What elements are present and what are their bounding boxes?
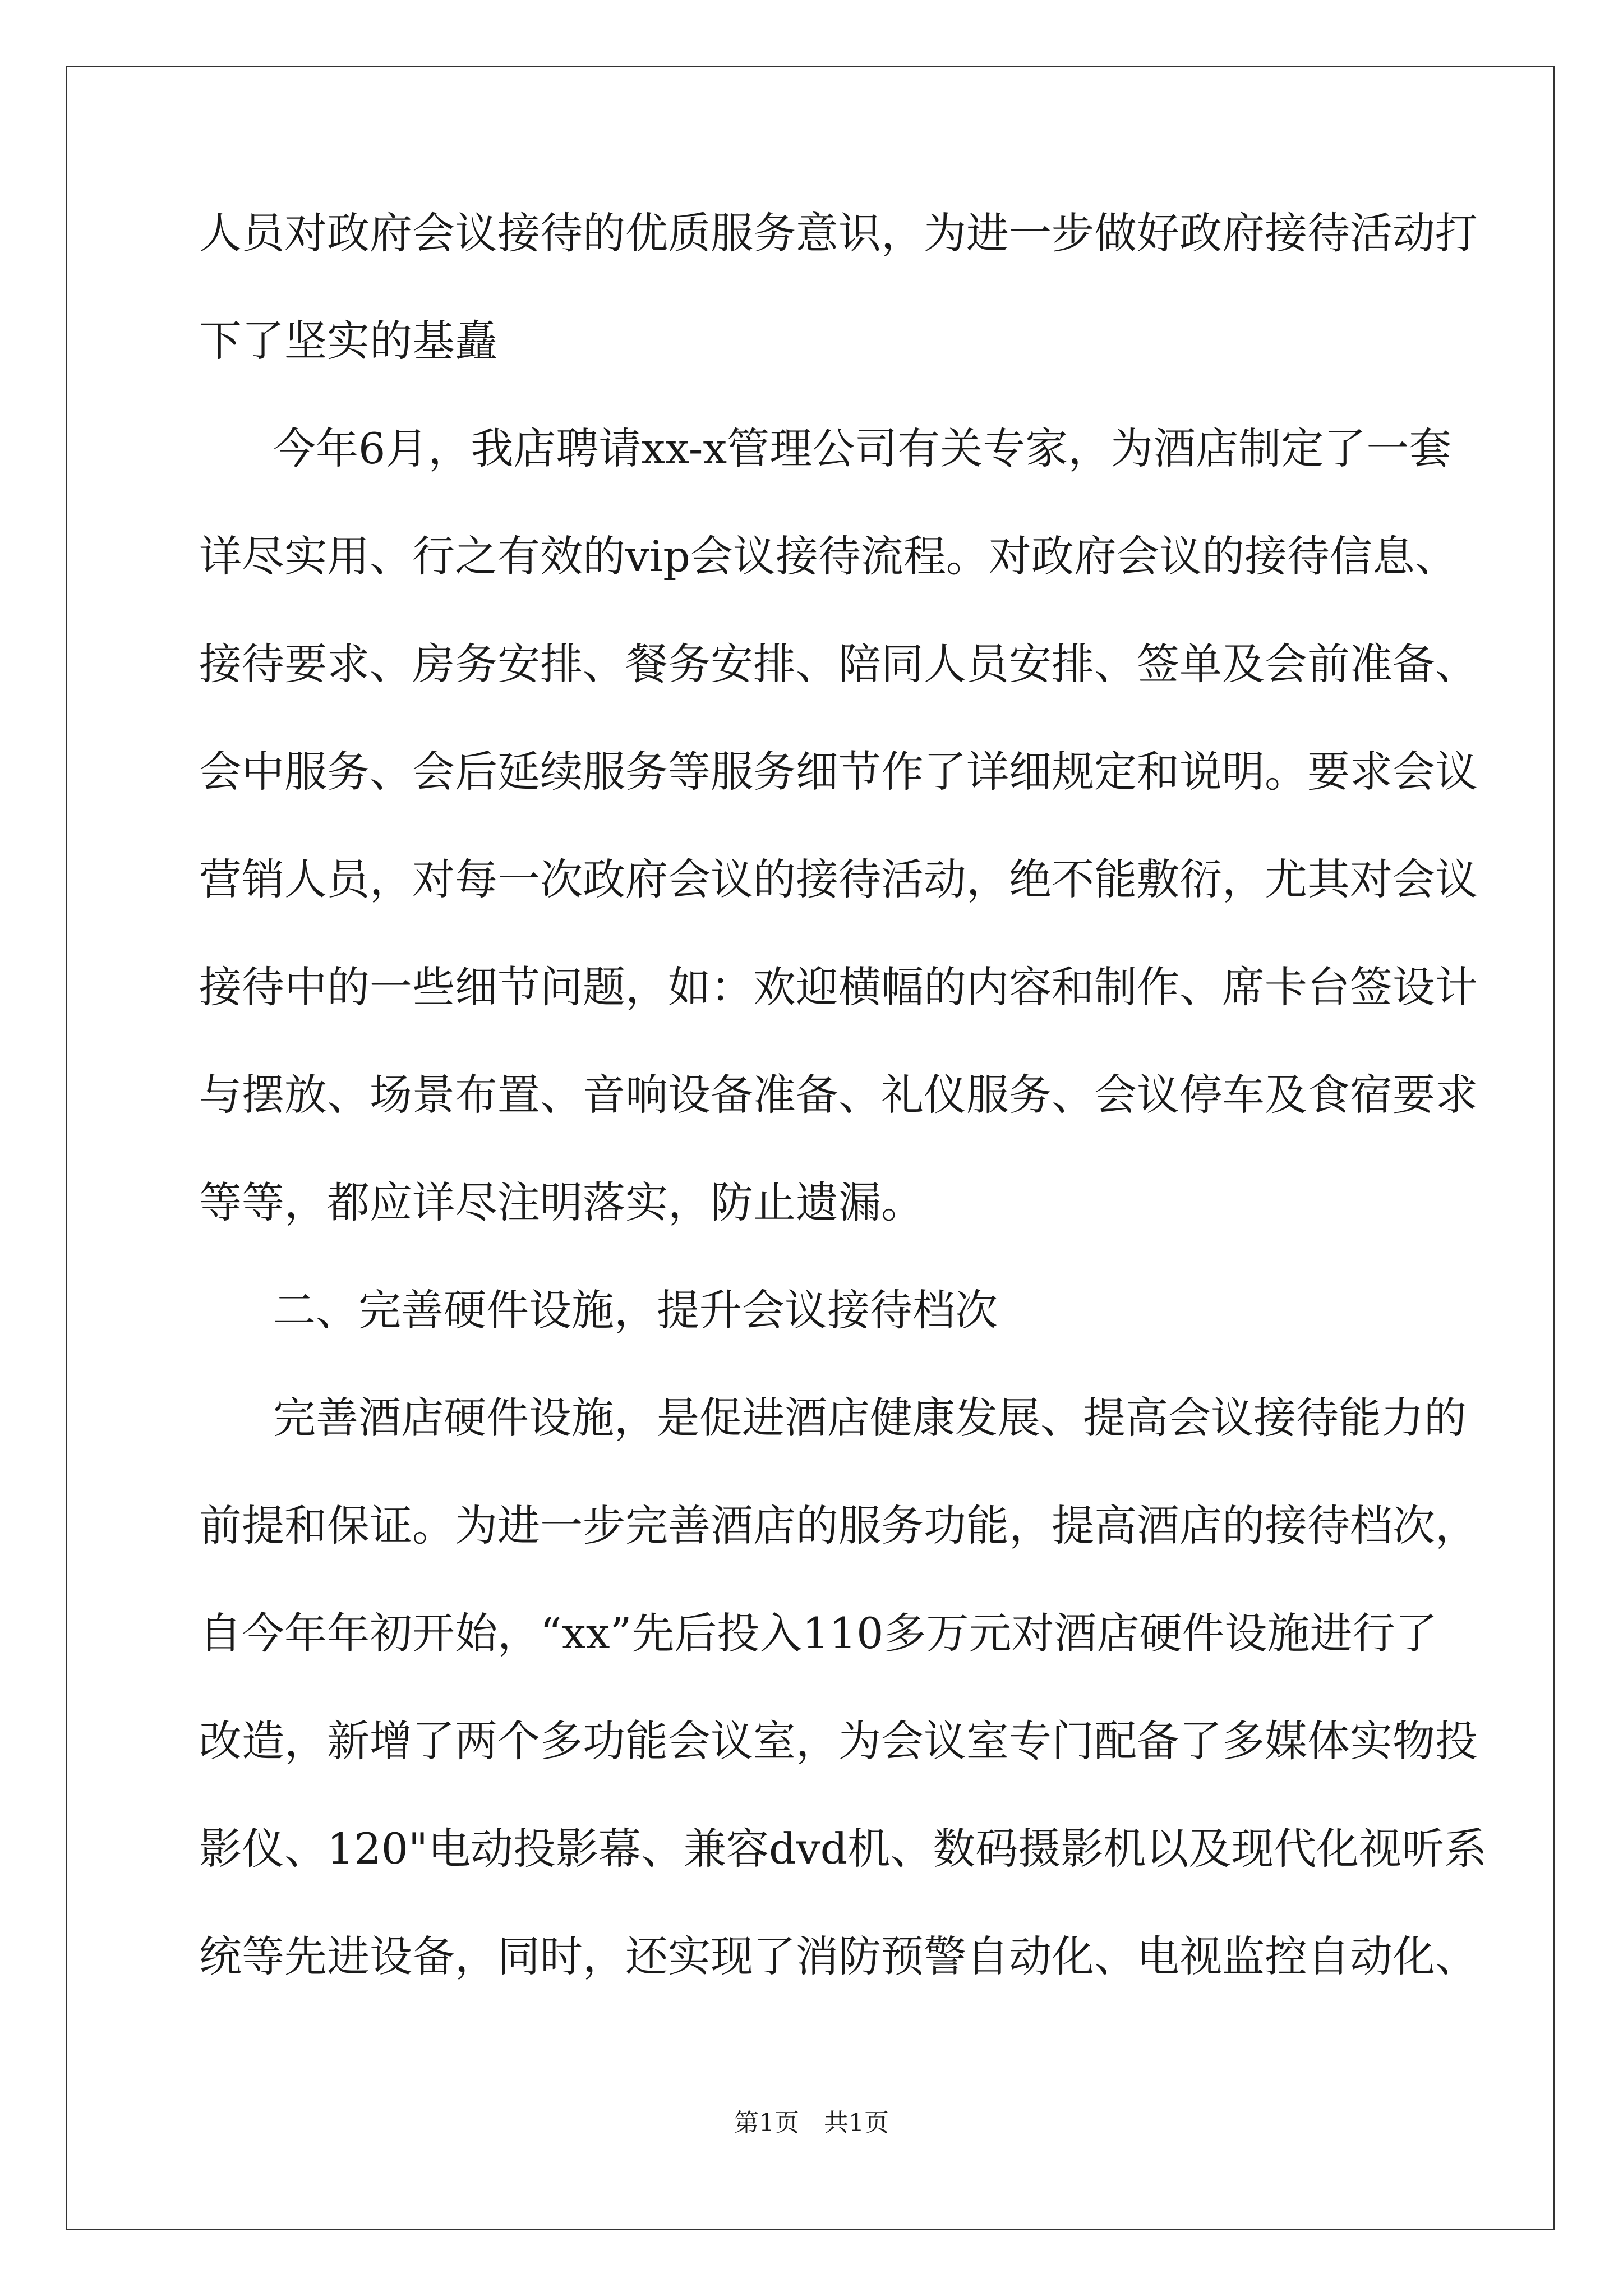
body-line: 与摆放、场景布置、音响设备准备、礼仪服务、会议停车及食宿要求 [199, 1070, 1478, 1120]
body-line: 接待中的一些细节问题，如：欢迎横幅的内容和制作、席卡台签设计 [199, 962, 1478, 1012]
page-total: 共1页 [824, 2109, 889, 2137]
body-line: 前提和保证。为进一步完善酒店的服务功能，提高酒店的接待档次， [199, 1501, 1478, 1550]
body-line: 等等，都应详尽注明落实，防止遗漏。 [199, 1177, 924, 1227]
section-heading: 二、完善硬件设施，提升会议接待档次 [273, 1285, 998, 1335]
body-line: 自今年年初开始，“xx”先后投入110多万元对酒店硬件设施进行了 [199, 1608, 1438, 1658]
page-footer [0, 2102, 1623, 2138]
paragraph-first-line: 完善酒店硬件设施，是促进酒店健康发展、提高会议接待能力的 [273, 1393, 1467, 1443]
body-line: 改造，新增了两个多功能会议室，为会议室专门配备了多媒体实物投 [199, 1716, 1478, 1766]
body-line: 统等先进设备，同时，还实现了消防预警自动化、电视监控自动化、 [199, 1931, 1478, 1981]
body-line: 会中服务、会后延续服务等服务细节作了详细规定和说明。要求会议 [199, 747, 1478, 797]
body-line: 营销人员，对每一次政府会议的接待活动，绝不能敷衍，尤其对会议 [199, 854, 1478, 904]
body-line: 接待要求、房务安排、餐务安排、陪同人员安排、签单及会前准备、 [199, 639, 1478, 689]
body-line: 人员对政府会议接待的优质服务意识，为进一步做好政府接待活动打 [199, 208, 1478, 258]
document-body [199, 180, 1487, 2010]
body-line: 影仪、120"电动投影幕、兼容dvd机、数码摄影机以及现代化视听系 [199, 1824, 1487, 1874]
paragraph-first-line: 今年6月，我店聘请xx-x管理公司有关专家，为酒店制定了一套 [273, 424, 1452, 473]
body-line: 详尽实用、行之有效的vip会议接待流程。对政府会议的接待信息、 [199, 531, 1458, 581]
page-number: 第1页 [734, 2109, 799, 2137]
body-line: 下了坚实的基矗 [199, 316, 497, 366]
